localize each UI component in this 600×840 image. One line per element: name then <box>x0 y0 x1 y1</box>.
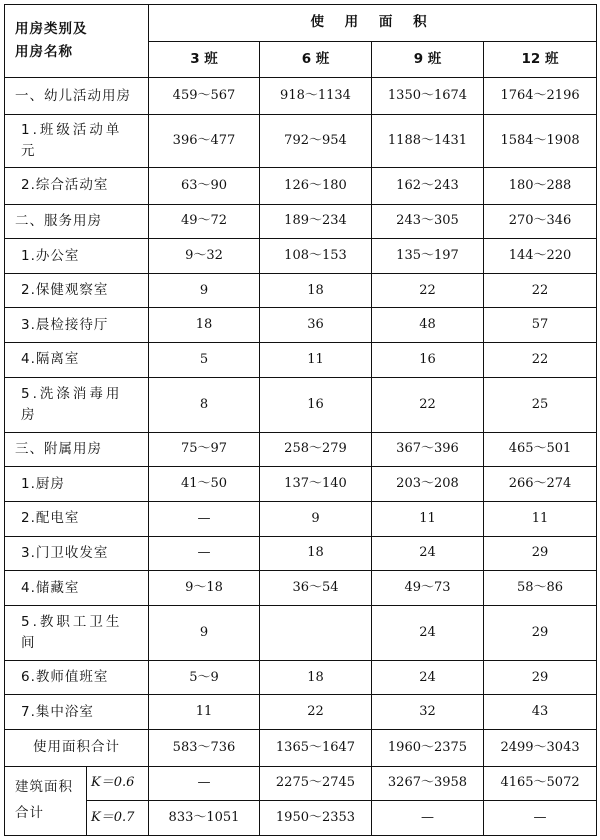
area-cell: 18 <box>149 308 260 343</box>
area-cell: 49～72 <box>149 204 260 239</box>
area-cell: 465～501 <box>484 432 597 467</box>
area-cell: 18 <box>260 273 372 308</box>
row-label: 1.班级活动单 元 <box>5 114 149 167</box>
area-cell: 108～153 <box>260 239 372 274</box>
area-cell: 29 <box>484 536 597 571</box>
area-cell: 203～208 <box>372 467 484 502</box>
area-cell: — <box>149 501 260 536</box>
table-row <box>5 605 597 660</box>
room-area-table <box>4 4 597 836</box>
area-cell: 22 <box>484 343 597 378</box>
table-row <box>5 273 597 308</box>
area-cell: 162～243 <box>372 167 484 204</box>
area-cell: 22 <box>260 695 372 730</box>
area-cell: 126～180 <box>260 167 372 204</box>
area-cell: 459～567 <box>149 78 260 115</box>
area-cell: 1950～2353 <box>260 801 372 836</box>
area-cell: 266～274 <box>484 467 597 502</box>
area-cell: — <box>149 766 260 801</box>
area-cell: 4165～5072 <box>484 766 597 801</box>
area-cell: 22 <box>372 273 484 308</box>
area-cell: 5～9 <box>149 660 260 695</box>
row-label: 三、附属用房 <box>5 432 149 467</box>
area-cell: 75～97 <box>149 432 260 467</box>
area-cell: 833～1051 <box>149 801 260 836</box>
area-cell: 189～234 <box>260 204 372 239</box>
area-cell: 1960～2375 <box>372 730 484 767</box>
area-cell: 36 <box>260 308 372 343</box>
column-header-12: 12 班 <box>484 41 597 78</box>
area-cell: 57 <box>484 308 597 343</box>
area-cell: 36～54 <box>260 571 372 606</box>
table-row <box>5 660 597 695</box>
row-label: 3.门卫收发室 <box>5 536 149 571</box>
area-cell: 11 <box>149 695 260 730</box>
row-label: 6.教师值班室 <box>5 660 149 695</box>
row-label: 二、服务用房 <box>5 204 149 239</box>
area-cell: 1584～1908 <box>484 114 597 167</box>
building-area-row <box>5 766 597 801</box>
row-label: 3.晨检接待厅 <box>5 308 149 343</box>
row-label: 4.隔离室 <box>5 343 149 378</box>
area-cell: 3267～3958 <box>372 766 484 801</box>
row-label: 7.集中浴室 <box>5 695 149 730</box>
area-cell: 9～32 <box>149 239 260 274</box>
area-cell: 18 <box>260 536 372 571</box>
area-cell: 5 <box>149 343 260 378</box>
area-cell: 583～736 <box>149 730 260 767</box>
table-row <box>5 571 597 606</box>
area-cell: 1365～1647 <box>260 730 372 767</box>
area-cell: 1764～2196 <box>484 78 597 115</box>
area-cell: 137～140 <box>260 467 372 502</box>
area-cell: 29 <box>484 660 597 695</box>
row-label: 1.办公室 <box>5 239 149 274</box>
table-row <box>5 432 597 467</box>
row-label: 2.综合活动室 <box>5 167 149 204</box>
corner-header: 用房类别及 用房名称 <box>5 5 149 78</box>
table-row <box>5 377 597 432</box>
area-cell: 367～396 <box>372 432 484 467</box>
area-cell: 9～18 <box>149 571 260 606</box>
k-factor-label: K＝0.7 <box>87 801 149 836</box>
column-header-9: 9 班 <box>372 41 484 78</box>
area-cell: 180～288 <box>484 167 597 204</box>
building-area-label: 建筑面积 合计 <box>5 766 87 835</box>
row-label: 5.教职工卫生 间 <box>5 605 149 660</box>
area-cell: 135～197 <box>372 239 484 274</box>
area-cell: 48 <box>372 308 484 343</box>
area-cell: 9 <box>149 605 260 660</box>
row-label: 4.储藏室 <box>5 571 149 606</box>
table-row <box>5 501 597 536</box>
area-cell: 1350～1674 <box>372 78 484 115</box>
table-row <box>5 239 597 274</box>
area-cell: 11 <box>484 501 597 536</box>
area-cell: 24 <box>372 536 484 571</box>
area-cell: 25 <box>484 377 597 432</box>
area-cell: 243～305 <box>372 204 484 239</box>
table-row <box>5 78 597 115</box>
area-title: 使 用 面 积 <box>149 5 597 42</box>
row-label: 5.洗涤消毒用 房 <box>5 377 149 432</box>
area-cell: 58～86 <box>484 571 597 606</box>
area-cell: 1188～1431 <box>372 114 484 167</box>
table-row <box>5 695 597 730</box>
total-usable-label: 使用面积合计 <box>5 730 149 767</box>
table-row <box>5 308 597 343</box>
row-label: 2.配电室 <box>5 501 149 536</box>
area-cell: 270～346 <box>484 204 597 239</box>
row-label: 一、幼儿活动用房 <box>5 78 149 115</box>
table-row <box>5 343 597 378</box>
row-label: 2.保健观察室 <box>5 273 149 308</box>
area-cell: 24 <box>372 605 484 660</box>
column-header-3: 3 班 <box>149 41 260 78</box>
k-factor-label: K＝0.6 <box>87 766 149 801</box>
area-cell: 918～1134 <box>260 78 372 115</box>
area-cell: — <box>149 536 260 571</box>
table-row <box>5 467 597 502</box>
area-cell: 32 <box>372 695 484 730</box>
building-area-row <box>5 801 597 836</box>
area-cell: 63～90 <box>149 167 260 204</box>
area-cell: 396～477 <box>149 114 260 167</box>
area-cell: 18 <box>260 660 372 695</box>
table-row <box>5 114 597 167</box>
column-header-6: 6 班 <box>260 41 372 78</box>
area-cell: 9 <box>260 501 372 536</box>
row-label: 1.厨房 <box>5 467 149 502</box>
area-cell: 11 <box>372 501 484 536</box>
area-cell: 41～50 <box>149 467 260 502</box>
area-cell: 11 <box>260 343 372 378</box>
area-cell: 16 <box>372 343 484 378</box>
area-cell: 16 <box>260 377 372 432</box>
area-cell: 8 <box>149 377 260 432</box>
area-cell: 2499～3043 <box>484 730 597 767</box>
area-cell: 2275～2745 <box>260 766 372 801</box>
area-cell: 24 <box>372 660 484 695</box>
table-row <box>5 204 597 239</box>
area-cell: 792～954 <box>260 114 372 167</box>
area-cell <box>260 605 372 660</box>
area-cell: 29 <box>484 605 597 660</box>
table-row <box>5 536 597 571</box>
area-cell: 144～220 <box>484 239 597 274</box>
area-cell: 258～279 <box>260 432 372 467</box>
table-row <box>5 167 597 204</box>
area-cell: 49～73 <box>372 571 484 606</box>
area-cell: 9 <box>149 273 260 308</box>
area-cell: 22 <box>484 273 597 308</box>
total-usable-row <box>5 730 597 767</box>
area-cell: — <box>372 801 484 836</box>
area-cell: 22 <box>372 377 484 432</box>
area-cell: 43 <box>484 695 597 730</box>
area-cell: — <box>484 801 597 836</box>
